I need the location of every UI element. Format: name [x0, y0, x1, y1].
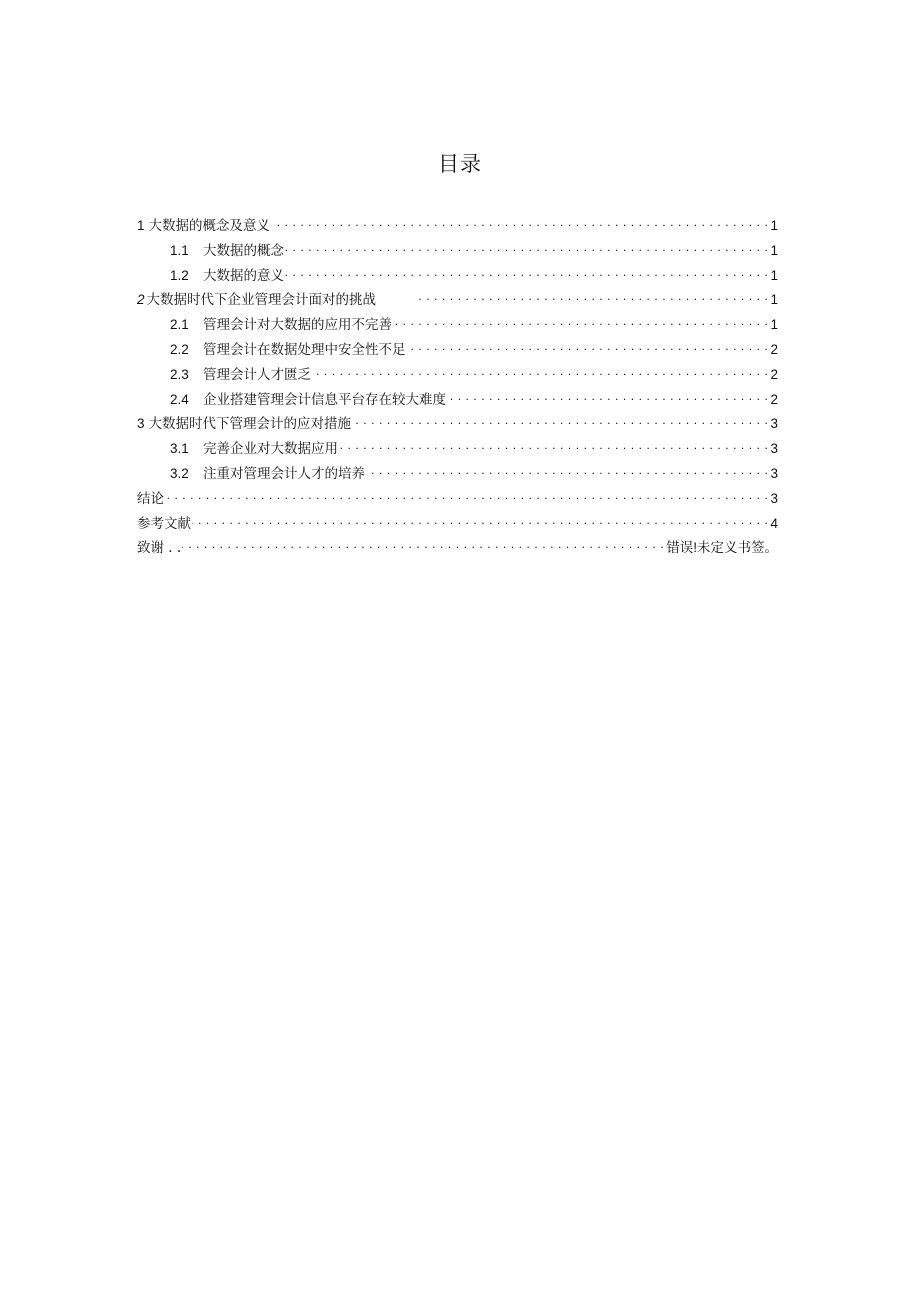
toc-entry-2-4[interactable]	[137, 388, 778, 413]
toc-entry-text: 大数据的概念及意义	[148, 218, 271, 234]
toc-entry-acknowledgements[interactable]	[137, 536, 778, 561]
toc-entry-3-1[interactable]	[137, 437, 778, 462]
toc-entry-page: 1	[770, 292, 778, 308]
dot-leader	[393, 316, 768, 330]
toc-entry-page: 错误!未定义书签。	[666, 540, 778, 556]
dot-leader	[165, 489, 768, 503]
dot-leader	[407, 340, 769, 354]
dot-leader	[192, 514, 768, 528]
toc-entry-page: 2	[770, 391, 778, 407]
dot-leader	[271, 217, 768, 231]
toc-entry-number: 1.1	[170, 242, 189, 258]
toc-entry-text: 管理会计人才匮乏	[203, 366, 311, 383]
toc-entry-1-1[interactable]	[137, 239, 778, 264]
toc-entry-page: 3	[770, 416, 778, 432]
dot-leader	[312, 365, 768, 379]
dot-leader	[447, 390, 768, 404]
toc-entry-number: 3.1	[170, 441, 189, 457]
dot-leader	[285, 266, 768, 280]
toc-entry-2[interactable]	[137, 288, 778, 313]
toc-entry-2-2[interactable]	[137, 338, 778, 363]
toc-entry-page: 1	[770, 317, 778, 333]
toc-entry-number: 3	[137, 416, 145, 432]
toc-entry-2-3[interactable]	[137, 363, 778, 388]
toc-entry-number: 2.2	[170, 341, 189, 357]
dot-leader	[182, 539, 664, 553]
toc-entry-text: 完善企业对大数据应用	[203, 441, 338, 458]
toc-entry-number: 2.4	[170, 391, 189, 407]
toc-entry-text: 大数据的概念	[203, 242, 284, 259]
toc-entry-text: 管理会计对大数据的应用不完善	[203, 317, 392, 334]
toc-entry-text: 参考文献	[137, 515, 191, 532]
toc-entry-text: 注重对管理会计人才的培养	[203, 465, 365, 482]
toc-entry-page: 3	[770, 490, 778, 506]
toc-entry-number: 2.1	[170, 317, 189, 333]
toc-entry-2-1[interactable]	[137, 313, 778, 338]
dot-leader	[352, 415, 768, 429]
toc-title: 目录	[438, 152, 482, 176]
toc-entry-page: 1	[770, 218, 778, 233]
toc-entry-page: 2	[770, 341, 778, 357]
toc-entry-text: 大数据的意义	[203, 267, 284, 284]
dot-leader	[366, 464, 768, 478]
toc-entry-number: 2.3	[170, 366, 189, 382]
toc-entry-page: 4	[770, 515, 778, 531]
toc-entry-3[interactable]	[137, 412, 778, 437]
toc-entry-text: 管理会计在数据处理中安全性不足	[203, 341, 406, 358]
toc-entry-conclusion[interactable]	[137, 487, 778, 512]
dot-leader	[417, 291, 768, 305]
toc-entry-number: 1	[137, 218, 145, 233]
toc-entry-page: 3	[770, 465, 778, 481]
toc-entry-page: 1	[770, 242, 778, 258]
toc-entry-number: 2	[137, 292, 145, 308]
toc-entry-page: 2	[770, 366, 778, 382]
toc-entry-text: 大数据时代下管理会计的应对措施	[148, 416, 352, 433]
toc-entry-1-2[interactable]	[137, 264, 778, 289]
toc-entry-text: 企业搭建管理会计信息平台存在较大难度	[203, 391, 446, 408]
toc-entry-number: 3.2	[170, 465, 189, 481]
table-of-contents	[137, 214, 778, 561]
toc-entry-number: 1.2	[170, 267, 189, 283]
toc-entry-text: 结论	[137, 490, 164, 507]
toc-entry-text: 大数据时代下企业管理会计面对的挑战	[146, 292, 377, 309]
toc-entry-page: 1	[770, 267, 778, 283]
toc-entry-1[interactable]	[137, 214, 778, 239]
dot-leader	[285, 241, 768, 255]
dot-leader	[339, 440, 768, 454]
toc-entry-text: 致谢 . .	[137, 540, 182, 557]
toc-entry-3-2[interactable]	[137, 462, 778, 487]
toc-entry-page: 3	[770, 441, 778, 457]
toc-entry-references[interactable]	[137, 512, 778, 537]
